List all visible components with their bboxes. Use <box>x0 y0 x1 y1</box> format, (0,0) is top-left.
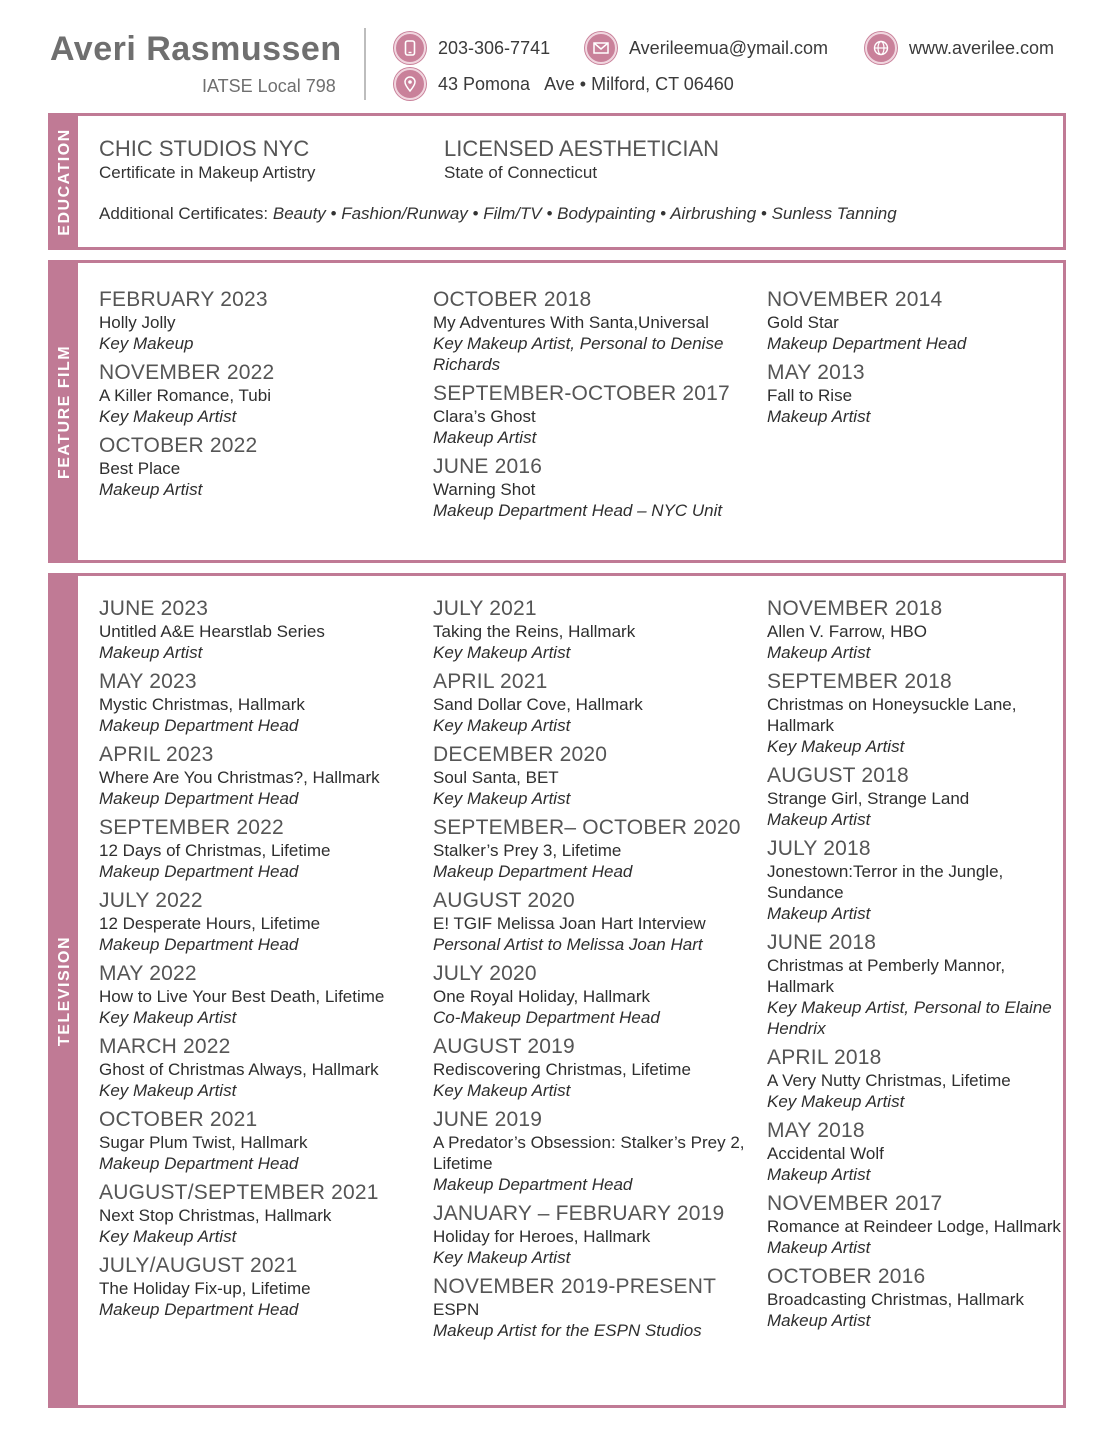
credit-date: MAY 2018 <box>767 1119 865 1142</box>
phone-number[interactable]: 203-306-7741 <box>438 37 551 58</box>
phone-icon <box>394 32 426 64</box>
education-school <box>99 136 315 184</box>
credit-entry <box>99 961 419 1028</box>
credit-role: Co-Makeup Department Head <box>433 1008 660 1027</box>
credit-title: E! TGIF Melissa Joan Hart Interview <box>433 914 706 933</box>
credit-title: 12 Desperate Hours, Lifetime <box>99 914 321 933</box>
education-sidebar <box>51 116 78 247</box>
credit-role: Makeup Department Head <box>99 862 299 881</box>
credit-entry <box>99 360 419 427</box>
credit-role: Makeup Artist for the ESPN Studios <box>433 1321 702 1340</box>
credit-date: NOVEMBER 2022 <box>99 361 275 384</box>
credit-title: 12 Days of Christmas, Lifetime <box>99 841 331 860</box>
credit-date: FEBRUARY 2023 <box>99 288 268 311</box>
credit-date: JULY 2018 <box>767 837 871 860</box>
television-column-3 <box>767 596 1063 1337</box>
credit-entry <box>767 360 1057 427</box>
credit-role: Key Makeup Artist <box>99 1081 237 1100</box>
credit-role: Makeup Department Head – NYC Unit <box>433 501 723 520</box>
credit-entry <box>433 961 751 1028</box>
credit-title: Allen V. Farrow, HBO <box>767 622 927 641</box>
credit-date: JULY 2021 <box>433 597 537 620</box>
credit-role: Key Makeup Artist, Personal to Elaine Hendrix <box>767 998 1052 1038</box>
credit-role: Key Makeup Artist <box>767 737 905 756</box>
credit-role: Key Makeup Artist <box>99 407 237 426</box>
credit-entry <box>99 742 419 809</box>
credit-role: Key Makeup Artist <box>433 789 571 808</box>
credit-entry <box>767 1118 1063 1185</box>
contact-email <box>585 32 828 64</box>
credit-entry <box>99 1253 419 1320</box>
credit-entry <box>433 287 751 375</box>
credit-role: Makeup Department Head <box>99 716 299 735</box>
additional-certificates-label: Additional Certificates: <box>99 204 269 223</box>
credit-entry <box>433 888 751 955</box>
credit-title: ESPN <box>433 1300 480 1319</box>
credit-role: Makeup Artist <box>767 407 871 426</box>
television-column-1 <box>99 596 419 1326</box>
credit-date: JULY 2022 <box>99 889 203 912</box>
television-section <box>48 573 1066 1408</box>
credit-date: SEPTEMBER 2022 <box>99 816 284 839</box>
credit-title: Clara’s Ghost <box>433 407 536 426</box>
credit-entry <box>433 381 751 448</box>
contact-website <box>865 32 1054 64</box>
credit-role: Makeup Artist <box>767 643 871 662</box>
credit-title: Sand Dollar Cove, Hallmark <box>433 695 643 714</box>
television-sidebar <box>51 576 78 1405</box>
credit-entry <box>767 930 1063 1039</box>
credit-entry <box>767 763 1063 830</box>
credit-title: Rediscovering Christmas, Lifetime <box>433 1060 691 1079</box>
credit-date: NOVEMBER 2018 <box>767 597 943 620</box>
credit-role: Makeup Artist <box>767 1238 871 1257</box>
credit-entry <box>99 1180 419 1247</box>
credit-role: Makeup Department Head <box>99 1300 299 1319</box>
credit-title: A Predator’s Obsession: Stalker’s Prey 2, Lifetime <box>433 1133 745 1173</box>
credit-entry <box>433 669 751 736</box>
credit-role: Key Makeup Artist <box>99 1227 237 1246</box>
credit-title: Next Stop Christmas, Hallmark <box>99 1206 332 1225</box>
credit-date: JULY 2020 <box>433 962 537 985</box>
credit-date: NOVEMBER 2019-PRESENT <box>433 1275 717 1298</box>
credit-date: JULY/AUGUST 2021 <box>99 1254 298 1277</box>
credit-entry <box>433 1201 751 1268</box>
credit-date: JUNE 2019 <box>433 1108 543 1131</box>
credit-entry <box>767 669 1063 757</box>
credit-date: AUGUST 2019 <box>433 1035 575 1058</box>
credit-title: Strange Girl, Strange Land <box>767 789 970 808</box>
credit-entry <box>433 815 751 882</box>
credit-title: How to Live Your Best Death, Lifetime <box>99 987 385 1006</box>
credit-title: Soul Santa, BET <box>433 768 559 787</box>
credit-entry <box>433 1107 751 1195</box>
credit-date: DECEMBER 2020 <box>433 743 608 766</box>
credit-entry <box>99 596 419 663</box>
credit-entry <box>767 1264 1063 1331</box>
education-label: EDUCATION <box>55 127 73 236</box>
credit-entry <box>433 742 751 809</box>
credit-entry <box>433 1034 751 1101</box>
education-section <box>48 113 1066 250</box>
credit-title: The Holiday Fix-up, Lifetime <box>99 1279 311 1298</box>
credit-date: APRIL 2023 <box>99 743 214 766</box>
location-icon <box>394 68 426 100</box>
credit-role: Key Makeup Artist <box>433 716 571 735</box>
credit-date: JUNE 2023 <box>99 597 209 620</box>
credit-entry <box>767 1191 1063 1258</box>
credit-role: Makeup Artist <box>99 480 203 499</box>
credit-title: A Very Nutty Christmas, Lifetime <box>767 1071 1011 1090</box>
credit-entry <box>99 888 419 955</box>
credit-date: MARCH 2022 <box>99 1035 231 1058</box>
credit-role: Makeup Artist <box>767 904 871 923</box>
license-detail: State of Connecticut <box>444 163 598 182</box>
credit-date: OCTOBER 2018 <box>433 288 592 311</box>
credit-date: NOVEMBER 2017 <box>767 1192 943 1215</box>
credit-title: Romance at Reindeer Lodge, Hallmark <box>767 1217 1061 1236</box>
credit-title: Accidental Wolf <box>767 1144 884 1163</box>
credit-title: Fall to Rise <box>767 386 853 405</box>
credit-title: Holly Jolly <box>99 313 176 332</box>
credit-title: Where Are You Christmas?, Hallmark <box>99 768 380 787</box>
credit-date: NOVEMBER 2014 <box>767 288 943 311</box>
feature-film-column-2 <box>433 287 751 527</box>
credit-role: Key Makeup Artist <box>433 643 571 662</box>
credit-role: Makeup Artist <box>767 1165 871 1184</box>
television-column-2 <box>433 596 751 1347</box>
credit-date: SEPTEMBER-OCTOBER 2017 <box>433 382 730 405</box>
credit-role: Makeup Artist <box>767 810 871 829</box>
credit-date: APRIL 2018 <box>767 1046 882 1069</box>
credit-title: My Adventures With Santa,Universal <box>433 313 709 332</box>
credit-role: Makeup Artist <box>767 1311 871 1330</box>
email-address[interactable]: Averileemua@ymail.com <box>629 37 829 58</box>
feature-film-section <box>48 260 1066 563</box>
credit-title: Warning Shot <box>433 480 536 499</box>
credit-title: Stalker’s Prey 3, Lifetime <box>433 841 622 860</box>
contact-address <box>394 68 734 100</box>
credit-date: MAY 2022 <box>99 962 197 985</box>
additional-certificates-list: Beauty • Fashion/Runway • Film/TV • Bodypainting • Airbrushing • Sunless Tanning <box>268 204 897 223</box>
school-detail: Certificate in Makeup Artistry <box>99 163 316 182</box>
credit-title: Holiday for Heroes, Hallmark <box>433 1227 651 1246</box>
credit-role: Key Makeup Artist <box>433 1081 571 1100</box>
credit-title: Sugar Plum Twist, Hallmark <box>99 1133 308 1152</box>
credit-date: SEPTEMBER– OCTOBER 2020 <box>433 816 741 839</box>
credit-date: APRIL 2021 <box>433 670 548 693</box>
license-name: LICENSED AESTHETICIAN <box>444 136 720 161</box>
credit-date: AUGUST/SEPTEMBER 2021 <box>99 1181 379 1204</box>
resume-header <box>0 0 1103 110</box>
credit-title: Christmas on Honeysuckle Lane, Hallmark <box>767 695 1017 735</box>
credit-date: OCTOBER 2022 <box>99 434 258 457</box>
credit-date: JUNE 2016 <box>433 455 543 478</box>
credit-date: JUNE 2018 <box>767 931 877 954</box>
credit-title: Taking the Reins, Hallmark <box>433 622 636 641</box>
credit-title: Broadcasting Christmas, Hallmark <box>767 1290 1024 1309</box>
credit-entry <box>433 596 751 663</box>
credit-entry <box>99 1107 419 1174</box>
credit-role: Key Makeup Artist <box>767 1092 905 1111</box>
credit-entry <box>767 287 1057 354</box>
television-label: TELEVISION <box>55 935 73 1046</box>
union-affiliation: IATSE Local 798 <box>202 76 336 96</box>
credit-role: Makeup Department Head <box>99 935 299 954</box>
credit-role: Makeup Artist <box>99 643 203 662</box>
header-divider <box>364 28 366 100</box>
credit-entry <box>99 287 419 354</box>
credit-date: OCTOBER 2016 <box>767 1265 926 1288</box>
credit-date: JANUARY – FEBRUARY 2019 <box>433 1202 725 1225</box>
school-name: CHIC STUDIOS NYC <box>99 136 310 161</box>
credit-title: Jonestown:Terror in the Jungle, Sundance <box>767 862 1004 902</box>
credit-date: MAY 2023 <box>99 670 197 693</box>
credit-title: Christmas at Pemberly Mannor, Hallmark <box>767 956 1006 996</box>
credit-entry <box>99 669 419 736</box>
credit-entry <box>433 454 751 521</box>
credit-date: MAY 2013 <box>767 361 865 384</box>
credit-title: Ghost of Christmas Always, Hallmark <box>99 1060 379 1079</box>
credit-title: One Royal Holiday, Hallmark <box>433 987 650 1006</box>
globe-icon <box>865 32 897 64</box>
credit-entry <box>99 433 419 500</box>
credit-title: A Killer Romance, Tubi <box>99 386 271 405</box>
credit-entry <box>767 836 1063 924</box>
feature-film-column-3 <box>767 287 1057 433</box>
education-license <box>444 136 719 184</box>
credit-date: AUGUST 2020 <box>433 889 575 912</box>
credit-entry <box>99 815 419 882</box>
feature-film-label: FEATURE FILM <box>55 344 73 479</box>
credit-date: OCTOBER 2021 <box>99 1108 258 1131</box>
mail-icon <box>585 32 617 64</box>
contact-phone <box>394 32 550 64</box>
feature-film-sidebar <box>51 263 78 560</box>
credit-date: SEPTEMBER 2018 <box>767 670 952 693</box>
credit-role: Makeup Department Head <box>433 1175 633 1194</box>
credit-role: Makeup Department Head <box>99 1154 299 1173</box>
credit-role: Key Makeup Artist <box>433 1248 571 1267</box>
credit-role: Key Makeup Artist <box>99 1008 237 1027</box>
additional-certificates <box>99 204 897 224</box>
credit-role: Key Makeup Artist, Personal to Denise Richards <box>433 334 724 374</box>
credit-date: AUGUST 2018 <box>767 764 909 787</box>
credit-role: Key Makeup <box>99 334 194 353</box>
mailing-address: 43 Pomona Ave • Milford, CT 06460 <box>438 73 734 94</box>
credit-entry <box>433 1274 751 1341</box>
candidate-name: Averi Rasmussen <box>50 30 342 68</box>
credit-title: Mystic Christmas, Hallmark <box>99 695 305 714</box>
credit-entry <box>767 596 1063 663</box>
credit-title: Best Place <box>99 459 181 478</box>
feature-film-column-1 <box>99 287 419 506</box>
website-url[interactable]: www.averilee.com <box>909 37 1055 58</box>
credit-role: Makeup Artist <box>433 428 537 447</box>
credit-role: Makeup Department Head <box>433 862 633 881</box>
credit-entry <box>99 1034 419 1101</box>
credit-title: Gold Star <box>767 313 839 332</box>
credit-entry <box>767 1045 1063 1112</box>
credit-title: Untitled A&E Hearstlab Series <box>99 622 325 641</box>
credit-role: Personal Artist to Melissa Joan Hart <box>433 935 703 954</box>
credit-role: Makeup Department Head <box>767 334 967 353</box>
credit-role: Makeup Department Head <box>99 789 299 808</box>
